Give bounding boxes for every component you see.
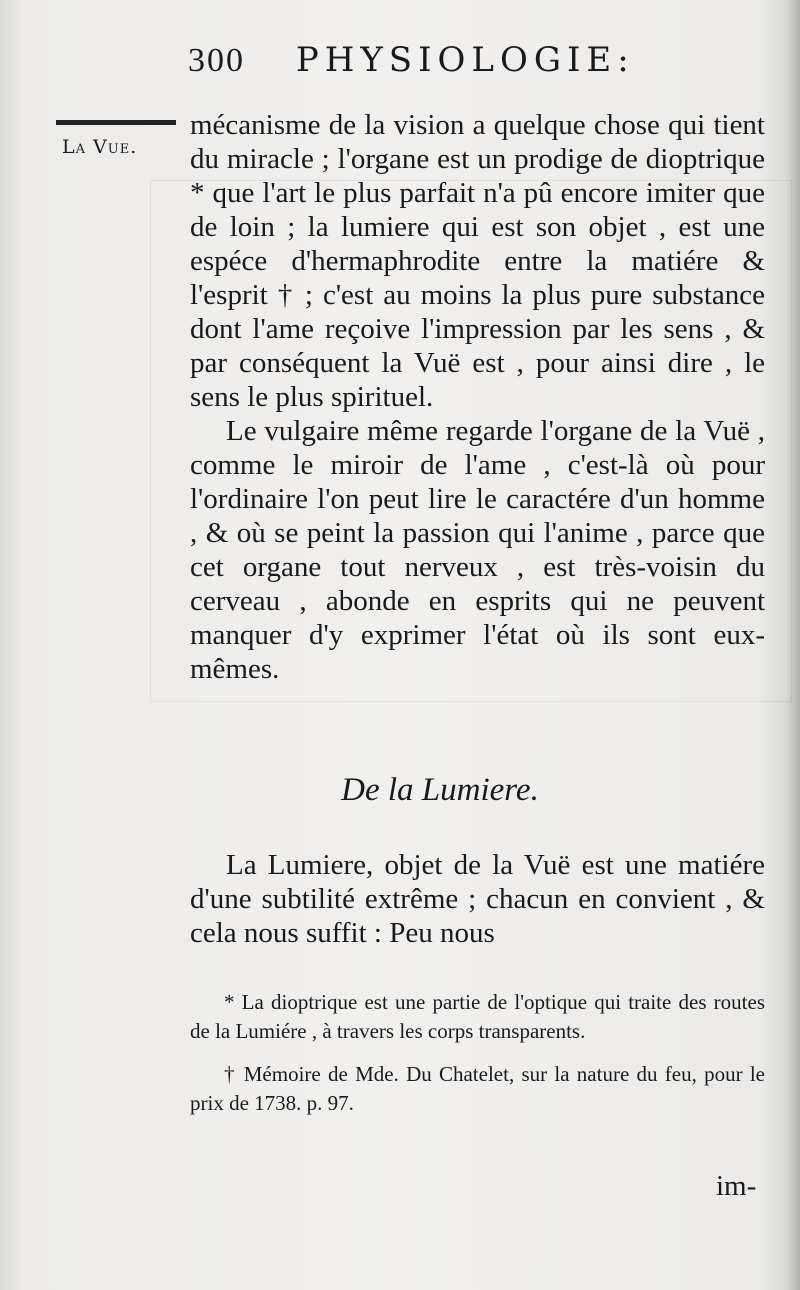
paragraph-1: mécanisme de la vision a quelque chose qui tient du miracle ; l'organe est un prodige de dioptrique * que l'art le plus parfait n'a pû encore imiter que de loin ; la lumiere qui est son objet , est une espéce d'hermaphrodite entre la matiére & l'esprit † ; c'est au moins la plus pure substance dont l'ame reçoive l'impression par les sens , & par conséquent la Vuë est , pour ainsi dire , le sens le plus spirituel. [190,109,765,413]
catchword: im- [716,1170,757,1202]
footnote-2: † Mémoire de Mde. Du Chatelet, sur la nature du feu, pour le prix de 1738. p. 97. [190,1062,765,1115]
margin-note: La Vue. [62,136,138,158]
main-text [190,108,765,686]
footnote-1: * La dioptrique est une partie de l'optique qui traite des routes de la Lumiére , à travers les corps transparents. [190,990,765,1043]
footnotes [190,988,765,1132]
page-number: 300 [188,42,245,79]
section-title: De la Lumiere. [341,772,539,808]
page-header [188,40,635,80]
section-paragraph: La Lumiere, objet de la Vuë est une matiére d'une subtilité extrême ; chacun en convient , & cela nous suffit : Peu nous [190,849,765,949]
paragraph-2: Le vulgaire même regarde l'organe de la Vuë , comme le miroir de l'ame , c'est-là où pour l'ordinaire l'on peut lire le caractére d'un homme , & où se peint la passion qui l'anime , parce que cet organe tout nerveux , est très-voisin du cerveau , abonde en esprits qui ne peuvent manquer d'y exprimer l'état où ils sont eux-mêmes. [190,415,765,685]
page-gutter-shadow [786,0,800,1290]
running-title: PHYSIOLOGIE: [295,40,635,80]
margin-rule [56,120,176,125]
section-heading [0,772,800,809]
